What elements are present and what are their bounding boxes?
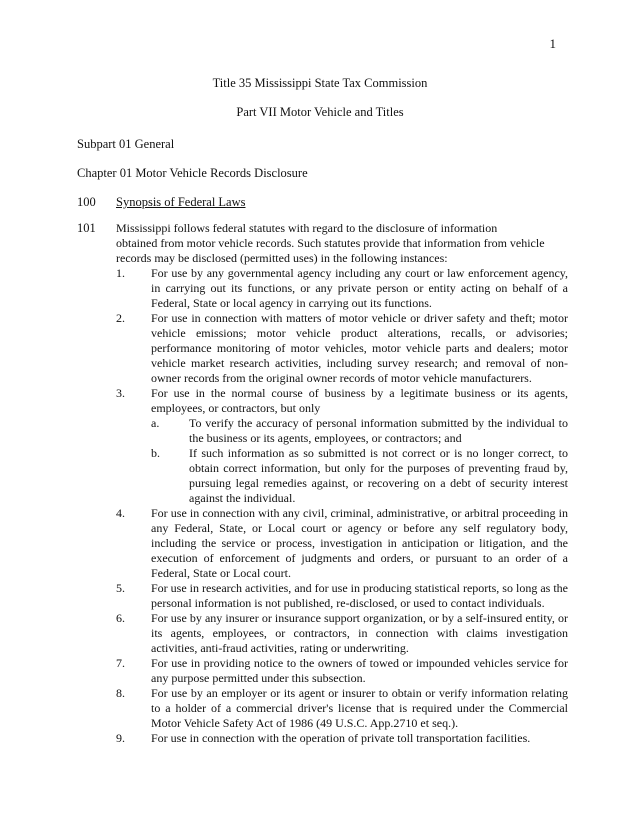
list-item-number: 8. [116, 686, 125, 700]
section-101-number: 101 [77, 221, 96, 235]
list-item-text: For use in connection with the operation of private toll transportation facilities. [151, 731, 531, 745]
list-item [116, 311, 568, 386]
page-number: 1 [549, 36, 556, 51]
list-item [116, 581, 568, 611]
document-title: Title 35 Mississippi State Tax Commission [212, 76, 428, 90]
section-101-intro [116, 221, 568, 266]
sub-list-item-letter: b. [151, 446, 160, 460]
subpart-heading: Subpart 01 General [77, 137, 175, 151]
sub-list-item-text: If such information as so submitted is not correct or is no longer correct, to obtain correct information, but only for the purposes of preventing fraud by, pursuing legal remedies against, or recovering on a debt of security interest against the individual. [189, 446, 568, 505]
list-item-text: For use by an employer or its agent or insurer to obtain or verify information relating to a holder of a commercial driver's license that is required under the Commercial Motor Vehicle Safety Act of 1986 (49 U.S.C. App.2710 et seq.). [151, 686, 568, 730]
list-item [116, 611, 568, 656]
section-100-title: Synopsis of Federal Laws [116, 195, 246, 209]
list-item-text: For use by any governmental agency including any court or law enforcement agency, in carrying out its functions, or any private person or entity acting on behalf of a Federal, State or local agency in carrying out its functions. [151, 266, 568, 310]
section-101-body [116, 221, 568, 746]
list-item-number: 5. [116, 581, 125, 595]
part-heading: Part VII Motor Vehicle and Titles [236, 105, 404, 119]
list-item [116, 686, 568, 731]
sub-list-item-letter: a. [151, 416, 160, 430]
list-item [116, 731, 568, 746]
sub-list-item [151, 416, 568, 446]
list-item-text: For use in the normal course of business by a legitimate business or its agents, employees, or contractors, but only [151, 386, 568, 415]
list-item-text: For use in connection with matters of motor vehicle or driver safety and theft; motor vehicle emissions; motor vehicle product alterations, recalls, or advisories; performance monitoring of motor vehicles, motor vehicle parts and dealers; motor vehicle market research activities, including survey research; and removal of non-owner records from the original owner records of motor vehicle manufacturers. [151, 311, 568, 385]
chapter-heading: Chapter 01 Motor Vehicle Records Disclosure [77, 166, 308, 180]
list-item-number: 4. [116, 506, 125, 520]
list-item-number: 1. [116, 266, 125, 280]
list-item-text: For use by any insurer or insurance support organization, or by a self-insured entity, or its agents, employees, or contractors, in connection with claims investigation activities, anti-fraud activities, rating or underwriting. [151, 611, 568, 655]
list-item [116, 386, 568, 506]
list-item-text: For use in research activities, and for use in producing statistical reports, so long as the personal information is not published, re-disclosed, or used to contact individuals. [151, 581, 568, 610]
list-item [116, 506, 568, 581]
list-item-text: For use in providing notice to the owners of towed or impounded vehicles service for any purpose permitted under this subsection. [151, 656, 568, 685]
list-item [116, 266, 568, 311]
list-item-number: 3. [116, 386, 125, 400]
sub-list-item-text: To verify the accuracy of personal information submitted by the individual to the business or its agents, employees, or contractors; and [189, 416, 568, 445]
sub-list [151, 416, 568, 506]
list-item-number: 2. [116, 311, 125, 325]
list-item-number: 9. [116, 731, 125, 745]
permitted-uses-list [116, 266, 568, 746]
intro-rest: obtained from motor vehicle records. Such statutes provide that information from vehicle records may be disclosed (permitted uses) in the following instances: [116, 236, 545, 265]
section-100-number: 100 [77, 195, 96, 209]
list-item-number: 6. [116, 611, 125, 625]
list-item-number: 7. [116, 656, 125, 670]
sub-list-item [151, 446, 568, 506]
intro-line-1: Mississippi follows federal statutes with regard to the disclosure of information [116, 221, 498, 235]
list-item [116, 656, 568, 686]
list-item-text: For use in connection with any civil, criminal, administrative, or arbitral proceeding in any Federal, State, or Local court or agency or before any self regulatory body, including the service or process, investigation in anticipation or litigation, and the execution of enforcement of judgments and orders, or pursuant to an order of a Federal, State or Local court. [151, 506, 568, 580]
